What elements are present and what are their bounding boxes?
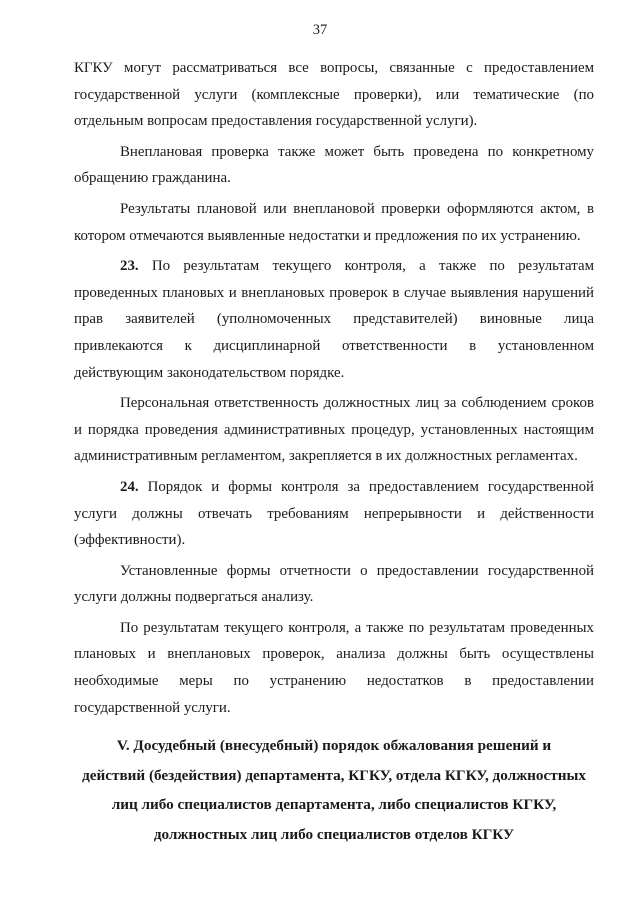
heading-line: должностных лиц либо специалистов отделов КГКУ — [153, 825, 515, 843]
item-number: 23. — [120, 258, 139, 275]
document-body — [74, 55, 594, 725]
paragraph-p7 — [74, 558, 594, 611]
paragraph-text: Установленные формы отчетности о предоставлении государственной услуги должны подвергаться анализу. — [74, 562, 594, 606]
paragraph-text: Порядок и формы контроля за предоставлением государственной услуги должны отвечать требованиям непрерывности и действенности (эффективности). — [74, 478, 594, 549]
paragraph-p5 — [74, 390, 594, 470]
paragraph-text: Результаты плановой или внеплановой проверки оформляются актом, в котором отмечаются выявленные недостатки и предложения по их устранению. — [74, 200, 594, 244]
paragraph-p2 — [74, 139, 594, 192]
paragraph-item-24 — [74, 474, 594, 554]
paragraph-text: По результатам текущего контроля, а также по результатам проведенных плановых и внеплановых проверок, анализа должны быть осуществлены необходимые меры по устранению недостатков в предоставлении государственной услуги. — [74, 619, 594, 716]
paragraph-p8 — [74, 615, 594, 721]
item-number: 24. — [120, 478, 139, 495]
paragraph-text: КГКУ могут рассматриваться все вопросы, связанные с предоставлением государственной услуги (комплексные проверки), или тематические (по отдельным вопросам предоставления государственной услуги). — [74, 60, 594, 130]
paragraph-text: Внеплановая проверка также может быть проведена по конкретному обращению гражданина. — [74, 143, 594, 187]
paragraph-item-23 — [74, 253, 594, 386]
heading-line: V. Досудебный (внесудебный) порядок обжалования решений и — [116, 737, 552, 754]
paragraph-p1 — [74, 55, 594, 135]
heading-line: действий (бездействия) департамента, КГКУ, отдела КГКУ, должностных — [82, 766, 586, 784]
section-heading — [74, 731, 594, 849]
paragraph-text: По результатам текущего контроля, а также по результатам проведенных плановых и внеплановых проверок в случае выявления нарушений прав заявителей (уполномоченных представителей) виновные лица привлекаются к дисциплинарной ответственности в установленном действующим законодательством порядке. — [74, 258, 594, 381]
paragraph-p3 — [74, 196, 594, 249]
paragraph-text: Персональная ответственность должностных лиц за соблюдением сроков и порядка проведения административных процедур, установленных настоящим административным регламентом, закрепляется в их должностных регламентах. — [74, 395, 594, 465]
heading-line: лиц либо специалистов департамента, либо специалистов КГКУ, — [111, 796, 557, 813]
page-number: 37 — [312, 22, 328, 38]
